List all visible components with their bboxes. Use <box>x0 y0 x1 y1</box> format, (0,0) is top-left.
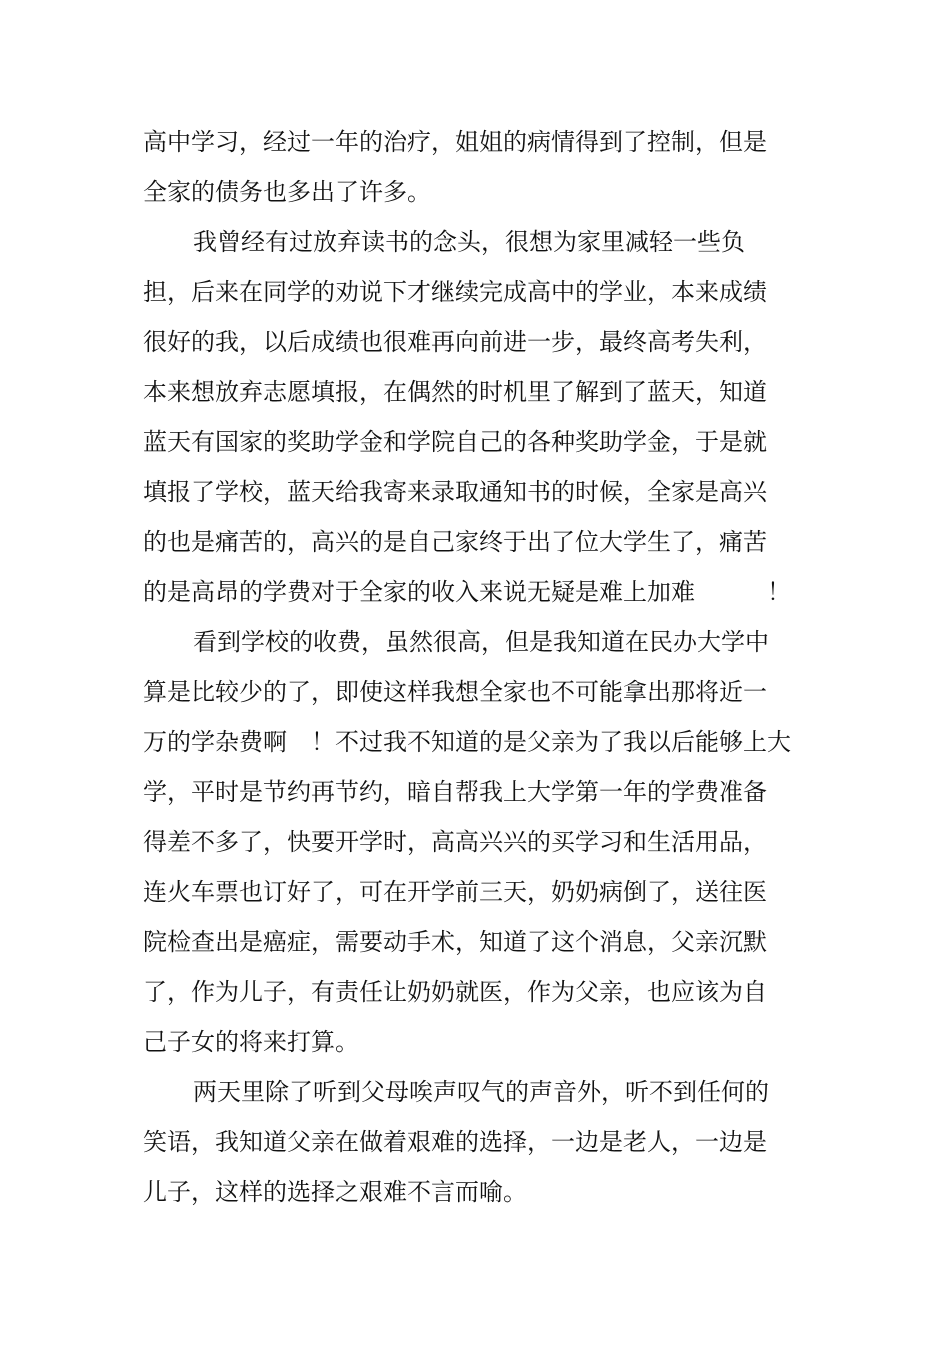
text-line: 己子女的将来打算。 <box>143 1028 359 1056</box>
text-line: 高中学习，经过一年的治疗，姐姐的病情得到了控制，但是 <box>143 128 767 156</box>
text-line: 本来想放弃志愿填报，在偶然的时机里了解到了蓝天，知道 <box>143 378 767 406</box>
text-line: 全家的债务也多出了许多。 <box>143 178 431 206</box>
text-line: 两天里除了听到父母唉声叹气的声音外，听不到任何的 <box>193 1078 769 1106</box>
text-line: 笑语，我知道父亲在做着艰难的选择，一边是老人，一边是 <box>143 1128 767 1156</box>
text-line: 连火车票也订好了，可在开学前三天，奶奶病倒了，送往医 <box>143 878 767 906</box>
paragraph-3 <box>143 617 791 1067</box>
text-line: 填报了学校，蓝天给我寄来录取通知书的时候，全家是高兴 <box>143 478 767 506</box>
paragraph-2 <box>143 217 791 617</box>
text-line: 我曾经有过放弃读书的念头，很想为家里减轻一些负 <box>193 228 745 256</box>
text-line: 的是高昂的学费对于全家的收入来说无疑是难上加难 ！ <box>143 578 791 606</box>
text-line: 了，作为儿子，有责任让奶奶就医，作为父亲，也应该为自 <box>143 978 767 1006</box>
text-line: 儿子，这样的选择之艰难不言而喻。 <box>143 1178 527 1206</box>
text-line: 学，平时是节约再节约，暗自帮我上大学第一年的学费准备 <box>143 778 767 806</box>
paragraph-1 <box>143 117 767 217</box>
text-line: 蓝天有国家的奖助学金和学院自己的各种奖助学金，于是就 <box>143 428 767 456</box>
text-line: 很好的我，以后成绩也很难再向前进一步，最终高考失利， <box>143 328 767 356</box>
text-line: 万的学杂费啊 ！不过我不知道的是父亲为了我以后能够上大 <box>143 728 791 756</box>
text-line: 担，后来在同学的劝说下才继续完成高中的学业，本来成绩 <box>143 278 767 306</box>
text-line: 院检查出是癌症，需要动手术，知道了这个消息，父亲沉默 <box>143 928 767 956</box>
text-line: 的也是痛苦的，高兴的是自己家终于出了位大学生了，痛苦 <box>143 528 767 556</box>
paragraph-4 <box>143 1067 769 1217</box>
body-text <box>143 117 791 1217</box>
text-line: 看到学校的收费，虽然很高，但是我知道在民办大学中 <box>193 628 769 656</box>
text-line: 得差不多了，快要开学时，高高兴兴的买学习和生活用品， <box>143 828 767 856</box>
text-line: 算是比较少的了，即使这样我想全家也不可能拿出那将近一 <box>143 678 767 706</box>
